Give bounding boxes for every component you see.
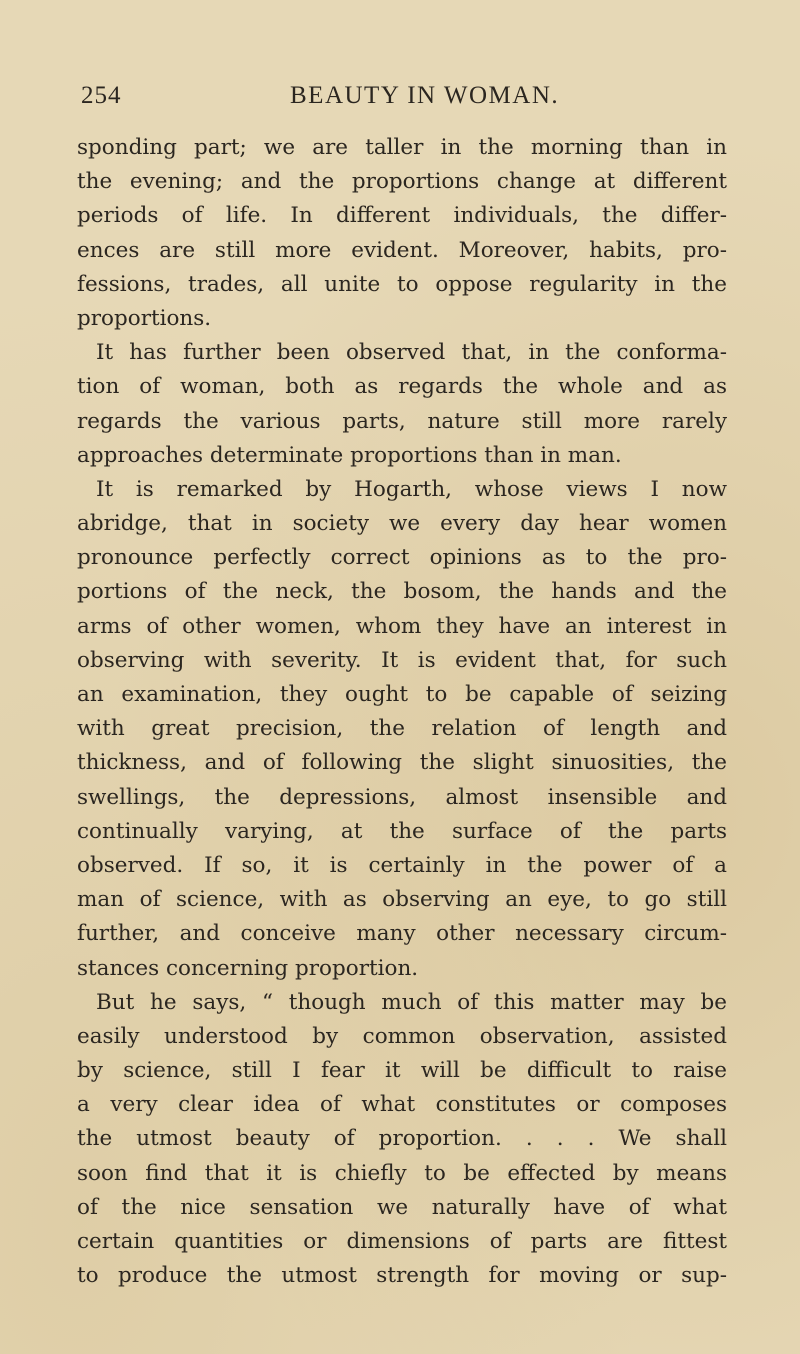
text-line: a very clear idea of what constitutes or composes (77, 1092, 727, 1118)
text-line: pronounce perfectly correct opinions as to the pro- (77, 545, 727, 571)
text-line: observed. If so, it is certainly in the power of a (77, 852, 727, 878)
text-line: It is remarked by Hogarth, whose views I now (96, 476, 727, 502)
text-line: an examination, they ought to be capable of seizing (77, 682, 727, 707)
text-line: periods of life. In different individuals, the differ- (77, 203, 727, 229)
text-line: thickness, and of following the slight sinuosities, the (77, 750, 727, 776)
text-line: easily understood by common observation, assisted (77, 1023, 727, 1049)
text-line: with great precision, the relation of length and (77, 716, 727, 742)
text-line: approaches determinate proportions than in man. (77, 442, 622, 468)
text-line: But he says, “ though much of this matter may be (96, 989, 727, 1015)
body-text (77, 131, 727, 1293)
text-line: sponding part; we are taller in the morning than in (77, 135, 727, 160)
text-line: continually varying, at the surface of the parts (77, 818, 727, 844)
text-line: further, and conceive many other necessary circum- (77, 921, 727, 947)
text-line: the evening; and the proportions change at different (77, 169, 727, 195)
text-line: proportions. (77, 305, 212, 331)
text-line: certain quantities or dimensions of parts are fittest (77, 1229, 727, 1254)
text-line: regards the various parts, nature still more rarely (77, 408, 727, 434)
text-line: man of science, with as observing an eye, to go still (77, 887, 727, 913)
text-line: stances concerning proportion. (77, 955, 419, 981)
text-line: to produce the utmost strength for moving or sup- (77, 1263, 727, 1289)
text-line: fessions, trades, all unite to oppose regularity in the (77, 271, 727, 297)
text-line: portions of the neck, the bosom, the hands and the (77, 579, 727, 605)
text-line: arms of other women, whom they have an interest in (77, 613, 727, 639)
page-header (0, 82, 800, 122)
text-line: abridge, that in society we every day hear women (77, 511, 727, 537)
text-line: tion of woman, both as regards the whole and as (77, 374, 727, 400)
running-title: BEAUTY IN WOMAN. (290, 82, 560, 109)
text-line: by science, still I fear it will be difficult to raise (77, 1058, 727, 1084)
text-line: It has further been observed that, in the conforma- (96, 340, 727, 366)
text-line: of the nice sensation we naturally have of what (77, 1194, 727, 1220)
text-line: swellings, the depressions, almost insensible and (77, 784, 727, 810)
page-number: 254 (81, 82, 122, 109)
text-line: ences are still more evident. Moreover, habits, pro- (77, 237, 727, 263)
text-line: observing with severity. It is evident that, for such (77, 647, 727, 673)
text-line: soon find that it is chiefly to be effected by means (77, 1160, 727, 1186)
text-line: the utmost beauty of proportion. . . . We shall (77, 1126, 727, 1152)
